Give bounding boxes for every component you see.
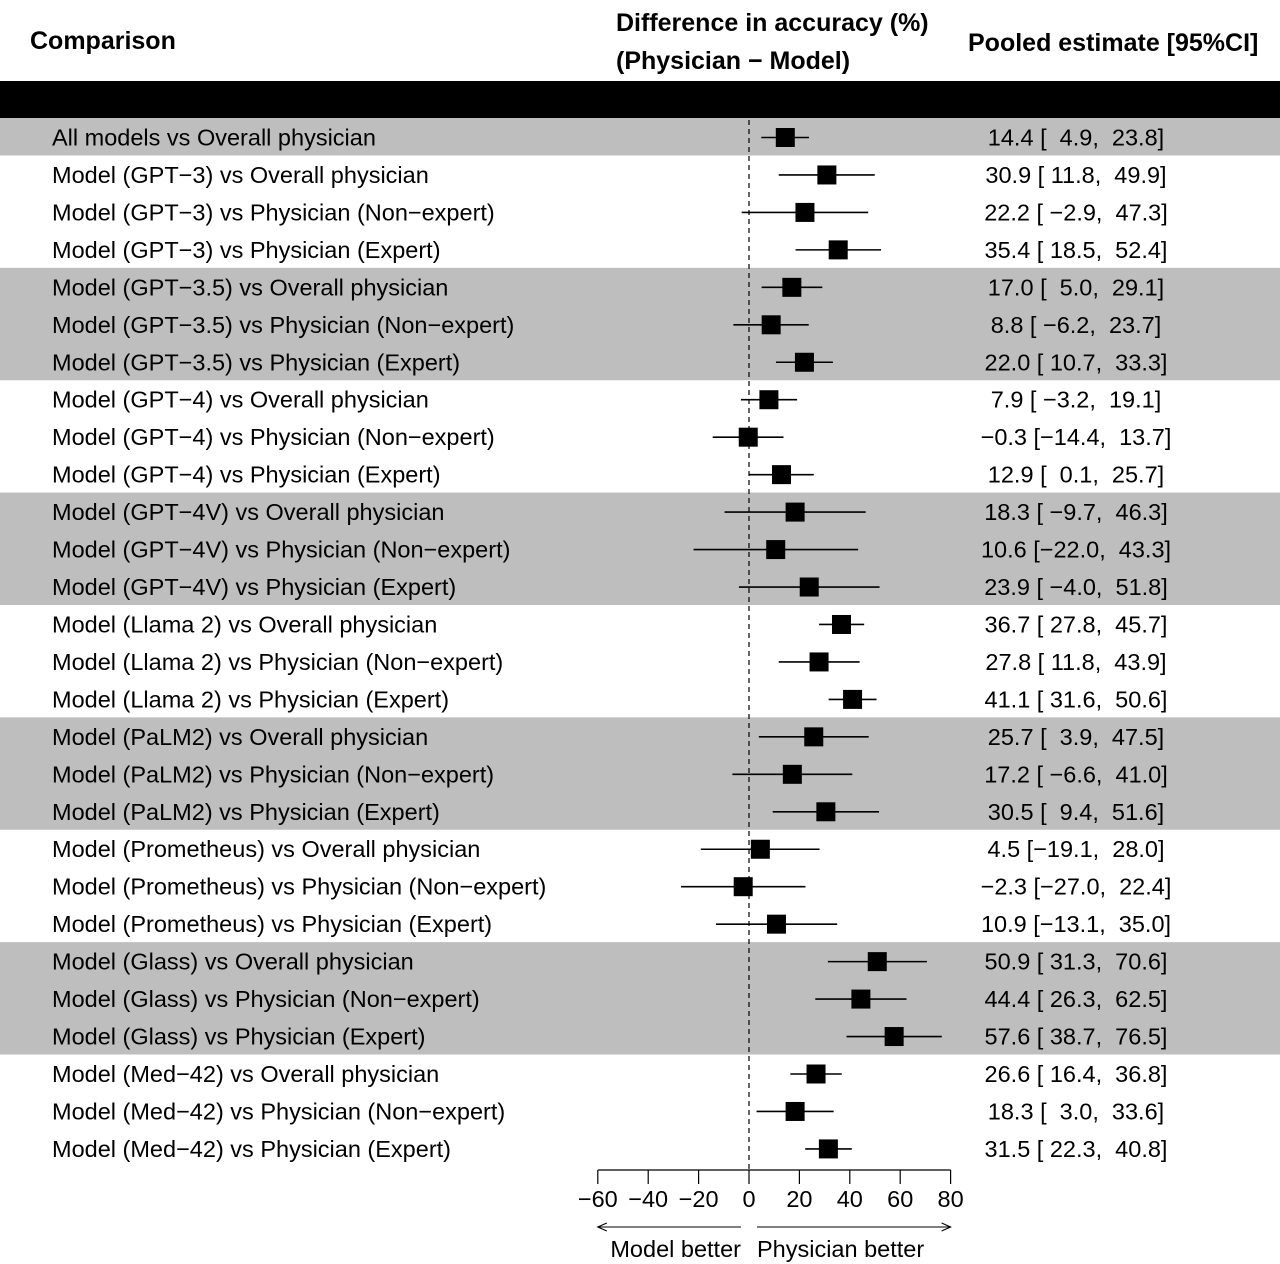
pooled-estimate-value: 18.3 [ 3.0, 33.6] xyxy=(987,1098,1165,1125)
row-label: Model (GPT−4) vs Overall physician xyxy=(52,386,429,413)
estimate-marker xyxy=(767,915,786,934)
pooled-estimate-value: 35.4 [ 18.5, 52.4] xyxy=(984,236,1168,263)
estimate-marker xyxy=(800,578,819,597)
row-label: Model (Glass) vs Physician (Expert) xyxy=(52,1023,426,1050)
pooled-estimate-value: 12.9 [ 0.1, 25.7] xyxy=(987,461,1165,488)
row-label: Model (GPT−4) vs Physician (Expert) xyxy=(52,461,441,488)
x-tick-label: 40 xyxy=(836,1186,863,1212)
pooled-estimate-value: 41.1 [ 31.6, 50.6] xyxy=(984,686,1168,713)
estimate-marker xyxy=(804,727,823,746)
pooled-estimate-value: 7.9 [ −3.2, 19.1] xyxy=(990,386,1162,413)
model-better-label: Model better xyxy=(610,1236,741,1262)
x-tick-label: 20 xyxy=(786,1186,813,1212)
estimate-marker xyxy=(795,203,814,222)
estimate-marker xyxy=(807,1065,826,1084)
pooled-estimate-value: 23.9 [ −4.0, 51.8] xyxy=(984,574,1168,601)
estimate-marker xyxy=(843,690,862,709)
pooled-estimate-value: −2.3 [−27.0, 22.4] xyxy=(980,873,1172,900)
pooled-estimate-value: 44.4 [ 26.3, 62.5] xyxy=(984,986,1168,1013)
estimate-marker xyxy=(868,952,887,971)
row-label: Model (GPT−4V) vs Physician (Expert) xyxy=(52,574,457,601)
row-label: Model (Med−42) vs Physician (Expert) xyxy=(52,1135,451,1162)
estimate-marker xyxy=(786,503,805,522)
row-label: Model (GPT−3) vs Overall physician xyxy=(52,161,429,188)
pooled-estimate-value: 36.7 [ 27.8, 45.7] xyxy=(984,611,1168,638)
estimate-marker xyxy=(751,840,770,859)
pooled-estimate-value: 30.9 [ 11.8, 49.9] xyxy=(985,161,1167,188)
pooled-estimate-value: 27.8 [ 11.8, 43.9] xyxy=(985,648,1167,675)
row-label: Model (GPT−3.5) vs Physician (Non−expert) xyxy=(52,311,515,338)
x-tick-label: −20 xyxy=(678,1186,719,1212)
pooled-estimate-value: −0.3 [−14.4, 13.7] xyxy=(980,424,1172,451)
estimate-marker xyxy=(786,1102,805,1121)
pooled-estimate-value: 50.9 [ 31.3, 70.6] xyxy=(984,948,1168,975)
pooled-estimate-value: 8.8 [ −6.2, 23.7] xyxy=(990,311,1162,338)
row-label: Model (GPT−4V) vs Physician (Non−expert) xyxy=(52,536,511,563)
row-label: Model (GPT−3.5) vs Physician (Expert) xyxy=(52,349,461,376)
pooled-estimate-value: 17.2 [ −6.6, 41.0] xyxy=(984,761,1168,788)
pooled-estimate-value: 18.3 [ −9.7, 46.3] xyxy=(984,499,1168,526)
physician-better-label: Physician better xyxy=(757,1236,925,1262)
estimate-marker xyxy=(772,465,791,484)
estimate-marker xyxy=(810,652,829,671)
estimate-marker xyxy=(817,165,836,184)
row-label: Model (PaLM2) vs Physician (Expert) xyxy=(52,798,440,825)
x-tick-label: 80 xyxy=(937,1186,964,1212)
row-label: All models vs Overall physician xyxy=(52,124,376,151)
difference-header-line2: (Physician − Model) xyxy=(616,47,851,75)
pooled-estimate-value: 31.5 [ 22.3, 40.8] xyxy=(984,1135,1168,1162)
row-label: Model (GPT−4) vs Physician (Non−expert) xyxy=(52,424,495,451)
pooled-estimate-value: 25.7 [ 3.9, 47.5] xyxy=(987,723,1165,750)
pooled-estimate-value: 57.6 [ 38.7, 76.5] xyxy=(984,1023,1168,1050)
row-label: Model (Prometheus) vs Overall physician xyxy=(52,836,481,863)
estimate-marker xyxy=(782,278,801,297)
estimate-marker xyxy=(851,990,870,1009)
pooled-estimate-value: 14.4 [ 4.9, 23.8] xyxy=(987,124,1165,151)
estimate-marker xyxy=(762,315,781,334)
pooled-estimate-value: 4.5 [−19.1, 28.0] xyxy=(987,836,1165,863)
row-label: Model (Glass) vs Overall physician xyxy=(52,948,414,975)
row-label: Model (Llama 2) vs Physician (Non−expert) xyxy=(52,648,504,675)
pooled-estimate-value: 17.0 [ 5.0, 29.1] xyxy=(987,274,1165,301)
pooled-estimate-value: 22.2 [ −2.9, 47.3] xyxy=(984,199,1168,226)
row-label: Model (GPT−3.5) vs Overall physician xyxy=(52,274,449,301)
pooled-estimate-value: 26.6 [ 16.4, 36.8] xyxy=(984,1061,1168,1087)
pooled-estimate-value: 10.9 [−13.1, 35.0] xyxy=(980,911,1172,938)
estimate-marker xyxy=(816,802,835,821)
estimate-marker xyxy=(795,353,814,372)
x-tick-label: 60 xyxy=(887,1186,914,1212)
estimate-marker xyxy=(885,1027,904,1046)
estimate-marker xyxy=(759,390,778,409)
row-label: Model (Med−42) vs Physician (Non−expert) xyxy=(52,1098,506,1125)
x-tick-label: −40 xyxy=(628,1186,669,1212)
row-label: Model (PaLM2) vs Physician (Non−expert) xyxy=(52,761,495,788)
row-label: Model (GPT−3) vs Physician (Expert) xyxy=(52,236,441,263)
estimate-marker xyxy=(832,615,851,634)
row-label: Model (Glass) vs Physician (Non−expert) xyxy=(52,986,480,1013)
pooled-estimate-header: Pooled estimate [95%CI] xyxy=(968,29,1259,57)
estimate-marker xyxy=(819,1139,838,1158)
row-label: Model (Llama 2) vs Overall physician xyxy=(52,611,438,638)
estimate-marker xyxy=(766,540,785,559)
pooled-estimate-value: 30.5 [ 9.4, 51.6] xyxy=(987,798,1165,825)
pooled-estimate-value: 10.6 [−22.0, 43.3] xyxy=(980,536,1172,563)
row-label: Model (Med−42) vs Overall physician xyxy=(52,1061,440,1087)
x-tick-label: −60 xyxy=(577,1186,618,1212)
row-label: Model (GPT−3) vs Physician (Non−expert) xyxy=(52,199,495,226)
estimate-marker xyxy=(739,428,758,447)
row-label: Model (Prometheus) vs Physician (Non−expert) xyxy=(52,873,547,900)
difference-header-line1: Difference in accuracy (%) xyxy=(616,9,929,37)
row-label: Model (Llama 2) vs Physician (Expert) xyxy=(52,686,450,713)
row-label: Model (PaLM2) vs Overall physician xyxy=(52,723,429,750)
estimate-marker xyxy=(776,128,795,147)
row-label: Model (Prometheus) vs Physician (Expert) xyxy=(52,911,493,938)
estimate-marker xyxy=(783,765,802,784)
comparison-header: Comparison xyxy=(30,27,176,55)
pooled-estimate-value: 22.0 [ 10.7, 33.3] xyxy=(984,349,1168,376)
x-tick-label: 0 xyxy=(742,1186,756,1212)
estimate-marker xyxy=(829,240,848,259)
estimate-marker xyxy=(734,877,753,896)
row-label: Model (GPT−4V) vs Overall physician xyxy=(52,499,445,526)
